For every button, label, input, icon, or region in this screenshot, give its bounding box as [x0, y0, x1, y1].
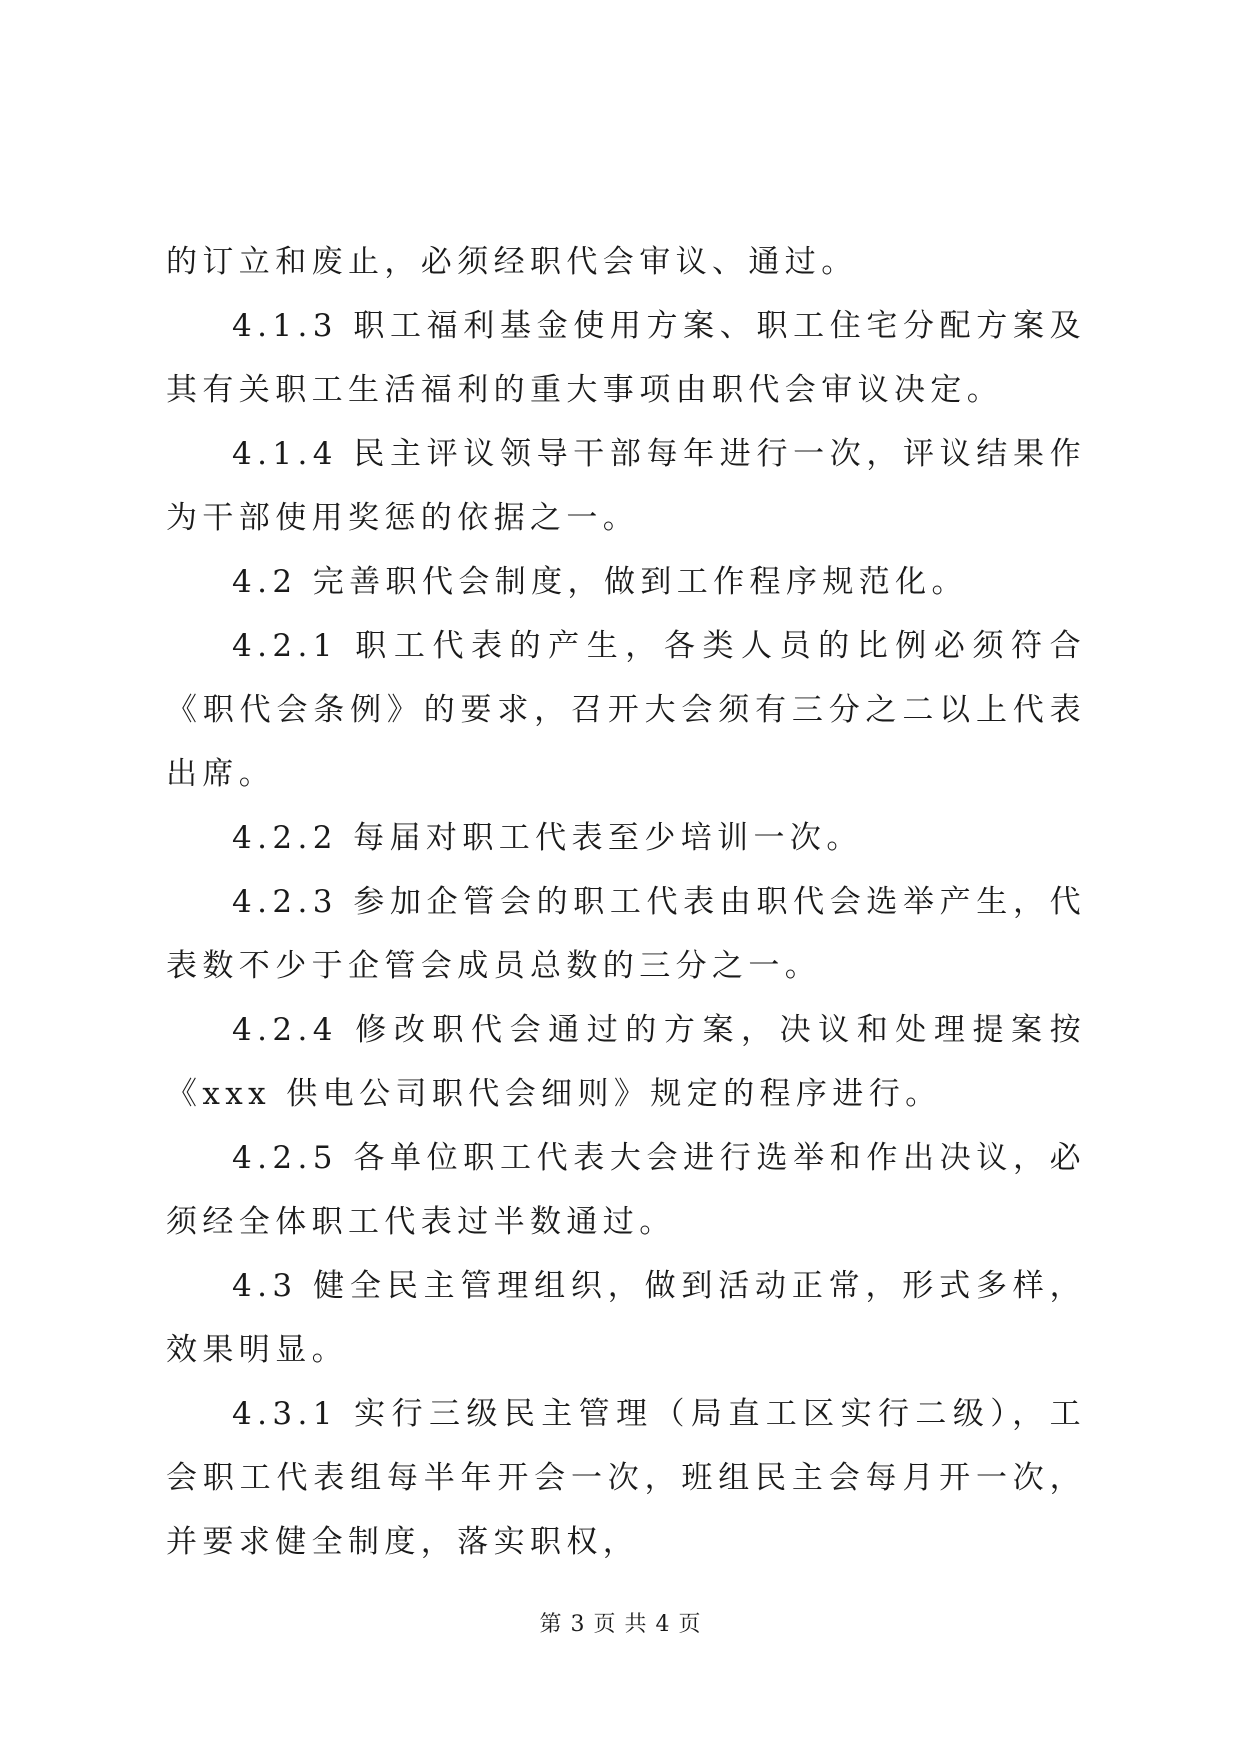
- paragraph: 4.2.3 参加企管会的职工代表由职代会选举产生，代表数不少于企管会成员总数的三分之一。: [166, 884, 1086, 984]
- page-number-footer: 第 3 页 共 4 页: [539, 1612, 702, 1637]
- paragraph: 4.2 完善职代会制度，做到工作程序规范化。: [232, 564, 968, 600]
- paragraph: 4.3.1 实行三级民主管理（局直工区实行二级），工会职工代表组每半年开会一次，班组民主会每月开一次，并要求健全制度，落实职权，: [166, 1396, 1086, 1560]
- paragraph: 4.1.3 职工福利基金使用方案、职工住宅分配方案及其有关职工生活福利的重大事项由职代会审议决定。: [166, 308, 1086, 408]
- document-body: [166, 230, 1086, 1574]
- paragraph: 4.2.2 每届对职工代表至少培训一次。: [232, 820, 863, 856]
- paragraph: 4.2.4 修改职代会通过的方案，决议和处理提案按《xxx 供电公司职代会细则》规定的程序进行。: [166, 1012, 1086, 1112]
- paragraph: 的订立和废止，必须经职代会审议、通过。: [166, 244, 858, 280]
- paragraph: 4.2.1 职工代表的产生，各类人员的比例必须符合《职代会条例》的要求，召开大会须有三分之二以上代表出席。: [166, 628, 1086, 792]
- paragraph: 4.1.4 民主评议领导干部每年进行一次，评议结果作为干部使用奖惩的依据之一。: [166, 436, 1086, 536]
- paragraph: 4.3 健全民主管理组织，做到活动正常，形式多样，效果明显。: [166, 1268, 1086, 1368]
- paragraph: 4.2.5 各单位职工代表大会进行选举和作出决议，必须经全体职工代表过半数通过。: [166, 1140, 1086, 1240]
